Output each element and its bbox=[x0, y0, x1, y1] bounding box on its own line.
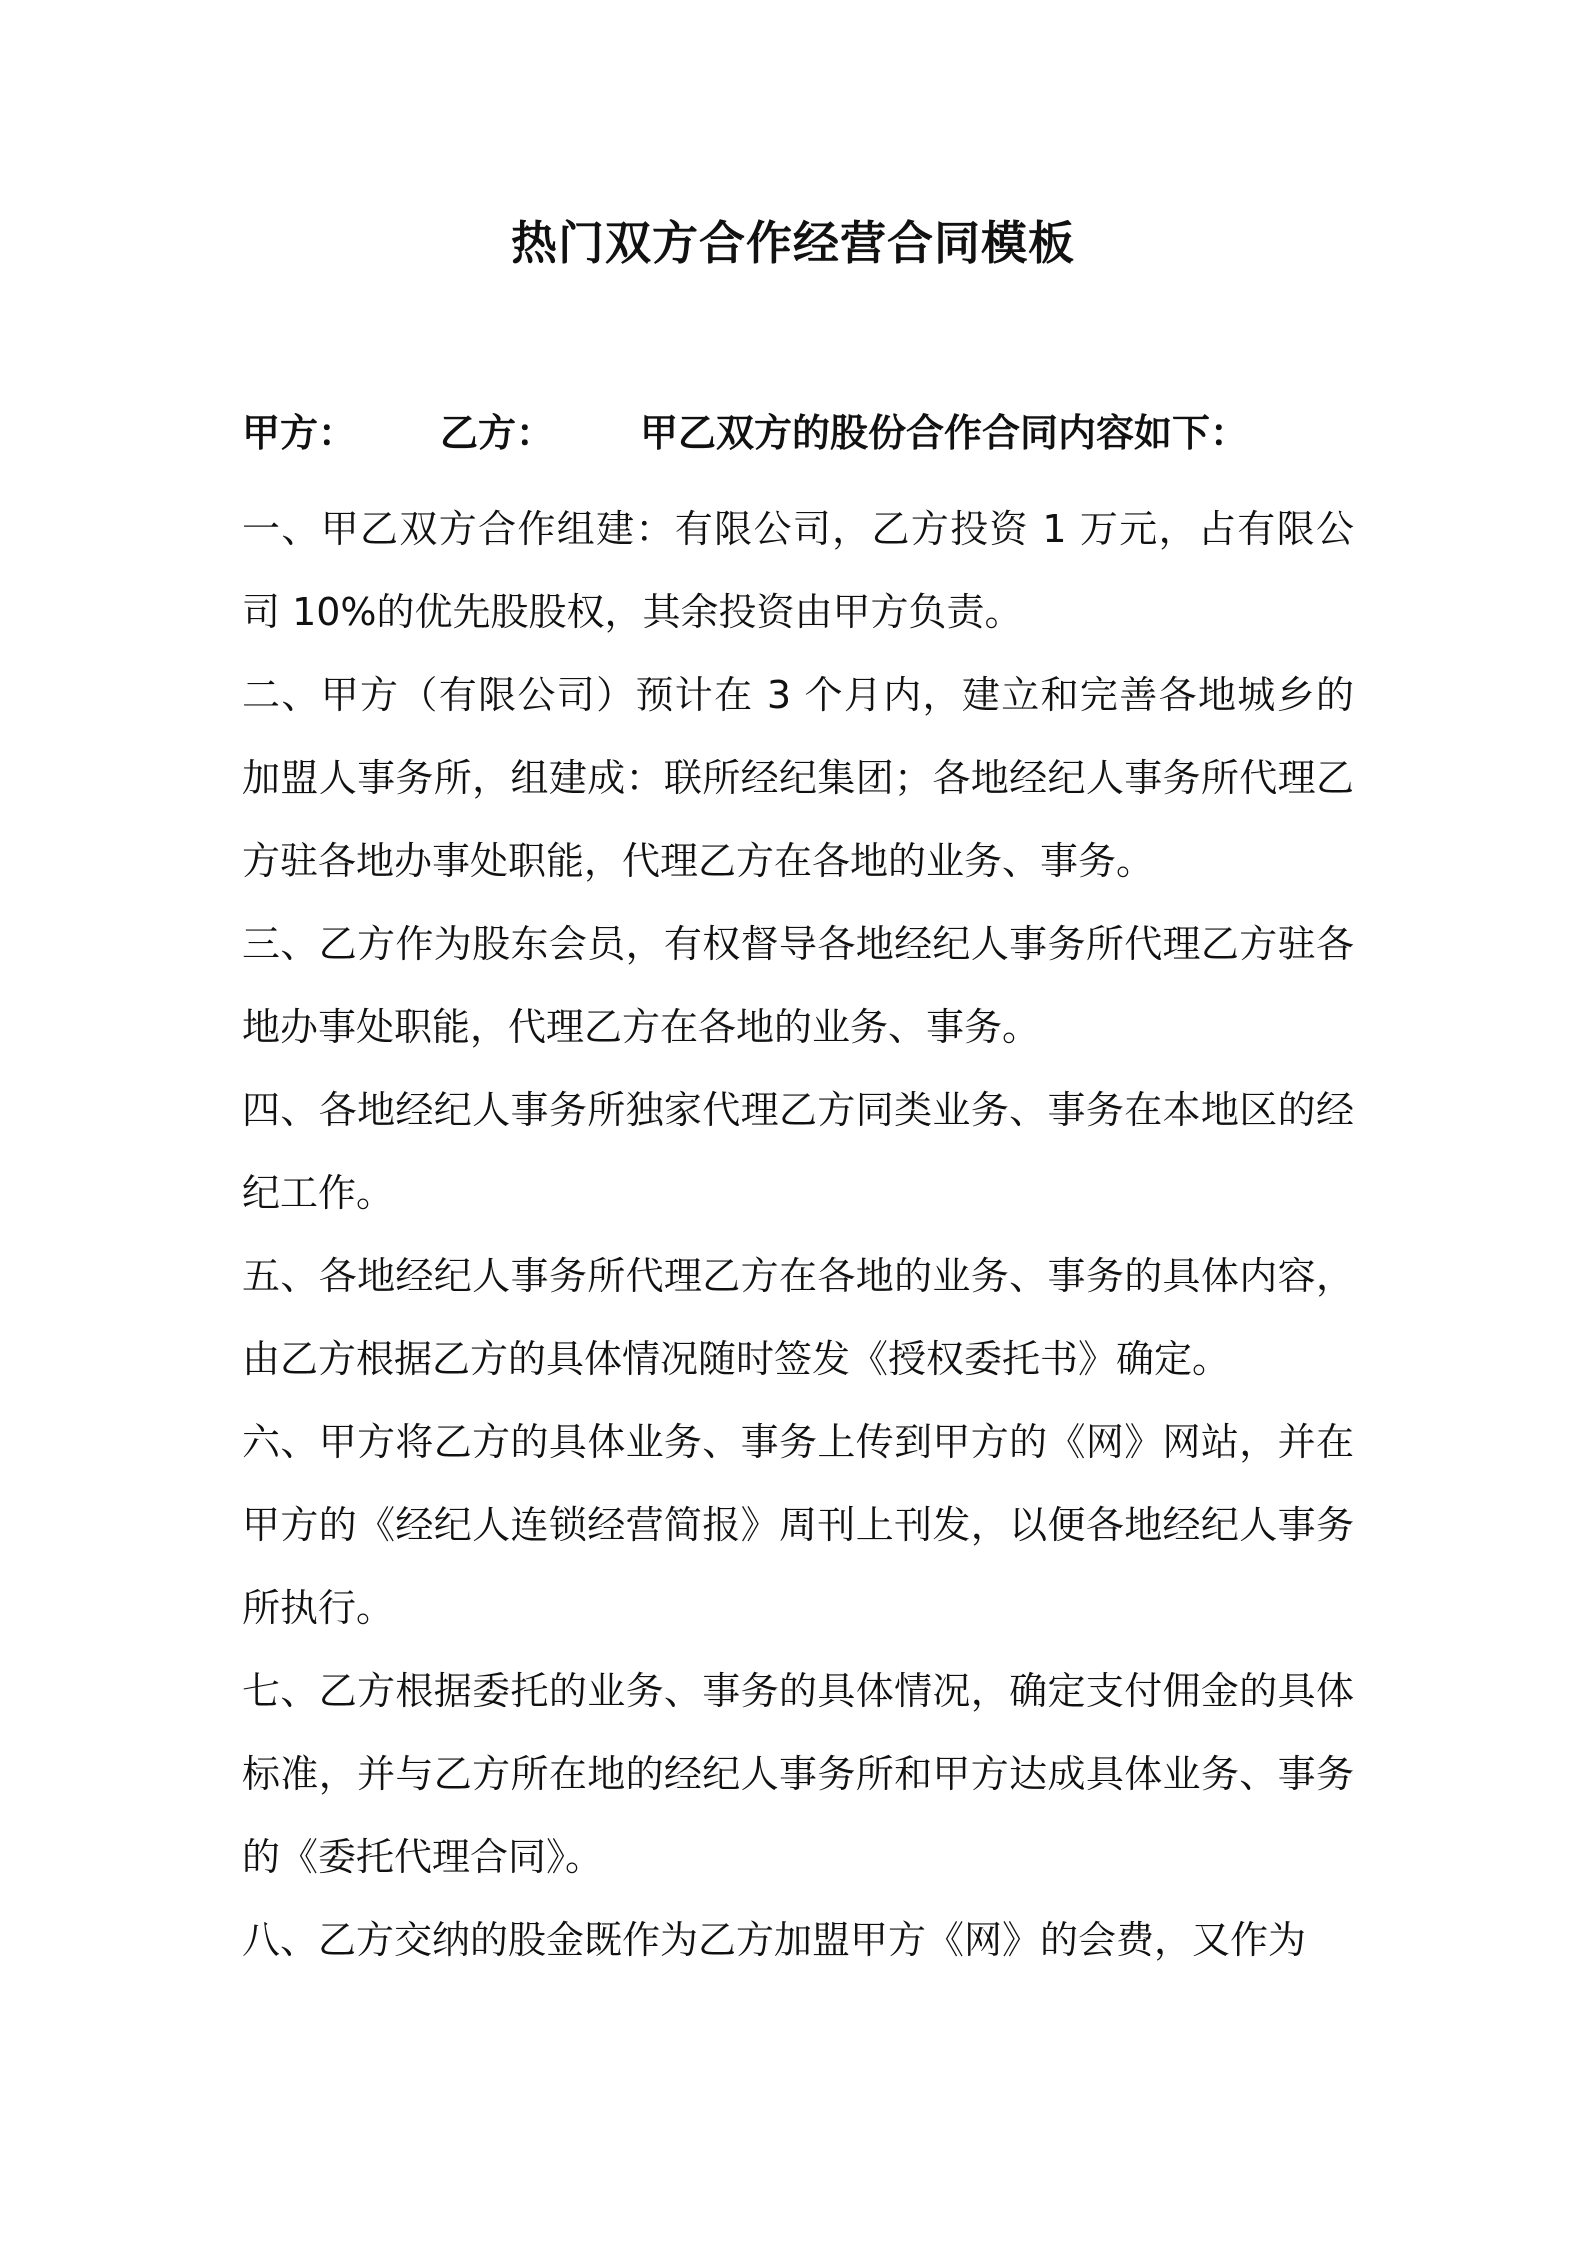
clause-1: 一、甲乙双方合作组建：有限公司，乙方投资 1 万元，占有限公司 10%的优先股股权，其余投资由甲方负责。 bbox=[242, 507, 1354, 634]
document-title: 热门双方合作经营合同模板 bbox=[511, 216, 1075, 270]
clause-5: 五、各地经纪人事务所代理乙方在各地的业务、事务的具体内容，由乙方根据乙方的具体情况随时签发《授权委托书》确定。 bbox=[242, 1254, 1354, 1381]
clause-4: 四、各地经纪人事务所独家代理乙方同类业务、事务在本地区的经纪工作。 bbox=[242, 1088, 1354, 1215]
clause-3: 三、乙方作为股东会员，有权督导各地经纪人事务所代理乙方驻各地办事处职能，代理乙方在各地的业务、事务。 bbox=[242, 922, 1354, 1049]
clause-list bbox=[242, 488, 1354, 1982]
contract-intro: 甲乙双方的股份合作合同内容如下： bbox=[640, 411, 1249, 455]
clause-6: 六、甲方将乙方的具体业务、事务上传到甲方的《网》网站，并在甲方的《经纪人连锁经营简报》周刊上刊发，以便各地经纪人事务所执行。 bbox=[242, 1420, 1354, 1630]
party-line bbox=[242, 405, 1362, 461]
party-a-label: 甲方： bbox=[242, 411, 357, 455]
clause-2: 二、甲方（有限公司）预计在 3 个月内，建立和完善各地城乡的加盟人事务所，组建成：联所经纪集团；各地经纪人事务所代理乙方驻各地办事处职能，代理乙方在各地的业务、事务。 bbox=[242, 673, 1354, 883]
party-b-label: 乙方： bbox=[440, 411, 555, 455]
clause-7: 七、乙方根据委托的业务、事务的具体情况，确定支付佣金的具体标准，并与乙方所在地的经纪人事务所和甲方达成具体业务、事务的《委托代理合同》。 bbox=[242, 1669, 1354, 1879]
clause-8: 八、乙方交纳的股金既作为乙方加盟甲方《网》的会费，又作为 bbox=[242, 1918, 1307, 1962]
